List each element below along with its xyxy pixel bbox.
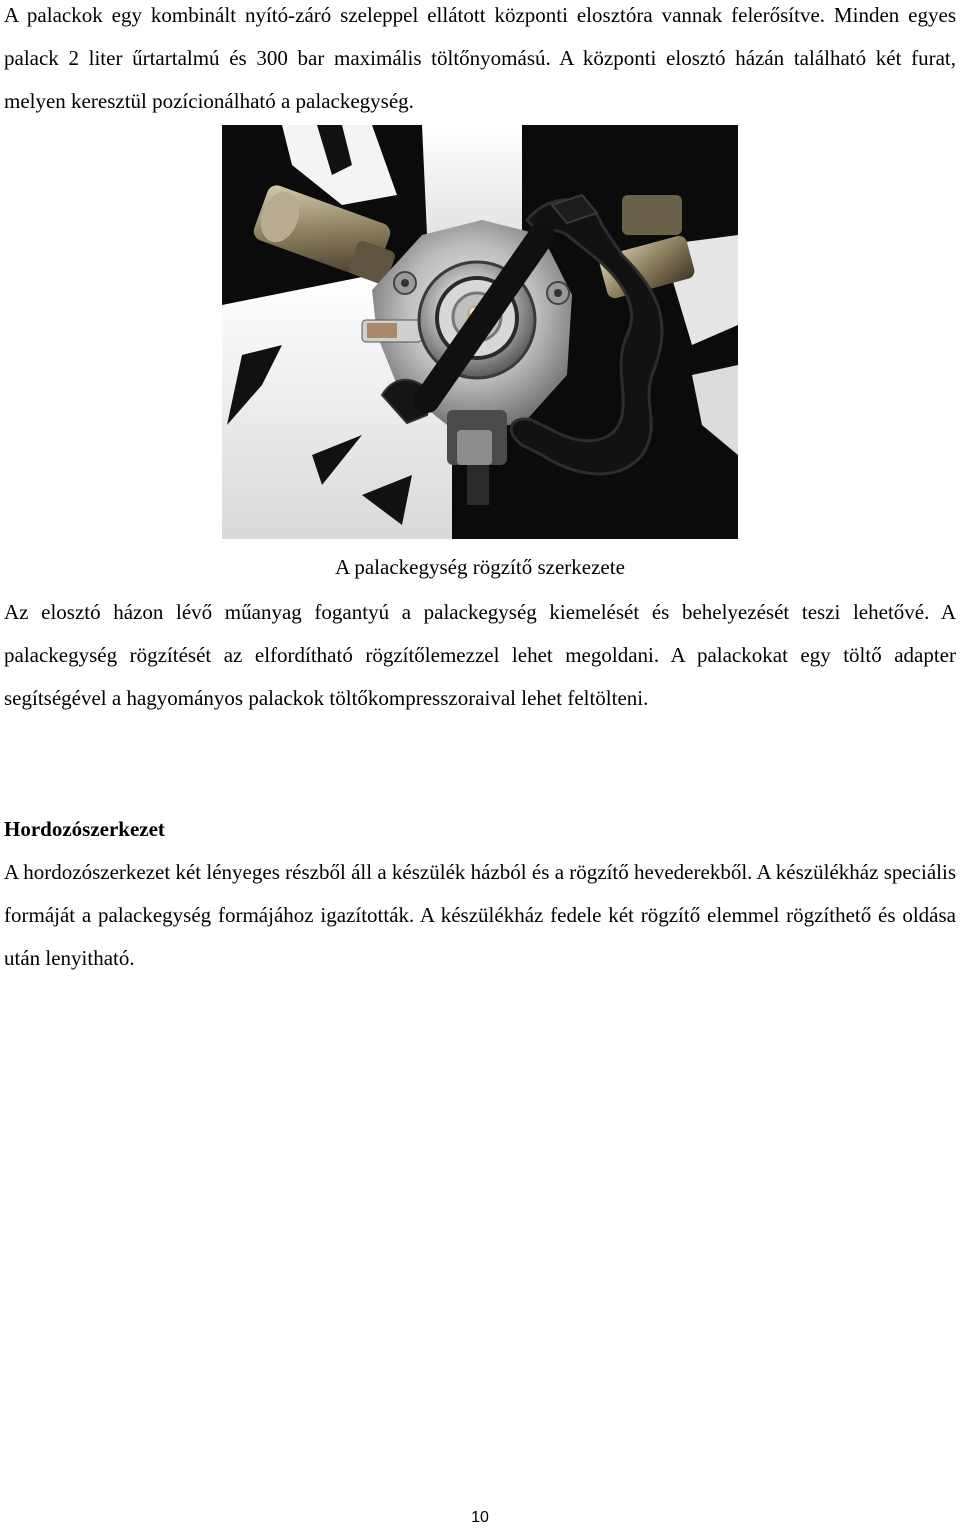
carrier-paragraph: A hordozószerkezet két lényeges részből áll a készülék házból és a rögzítő hevederekből. A készülékház speciális formáját a palackegység formájához igazították. A készülékház fedele két rögzítő elemmel rögzíthető és oldása után lenyitható.	[4, 860, 956, 970]
handle-paragraph: Az elosztó házon lévő műanyag fogantyú a palackegység kiemelését és behelyezését teszi lehetővé. A palackegység rögzítését az elfordítható rögzítőlemezzel lehet megoldani. A palackokat egy töltő adapter segítségével a hagyományos palackok töltőkompresszoraival lehet feltölteni.	[4, 600, 956, 710]
intro-paragraph: A palackok egy kombinált nyító-záró szeleppel ellátott központi elosztóra vannak felerősítve. Minden egyes palack 2 liter űrtartalmú és 300 bar maximális töltőnyomású. A központi elosztó házán található két furat, melyen keresztül pozícionálható a palackegység.	[4, 3, 956, 113]
section-heading: Hordozószerkezet	[4, 817, 165, 841]
cylinder-manifold-photo	[222, 125, 738, 539]
figure-caption: A palackegység rögzítő szerkezete	[335, 555, 625, 579]
page-number: 10	[471, 1509, 489, 1526]
